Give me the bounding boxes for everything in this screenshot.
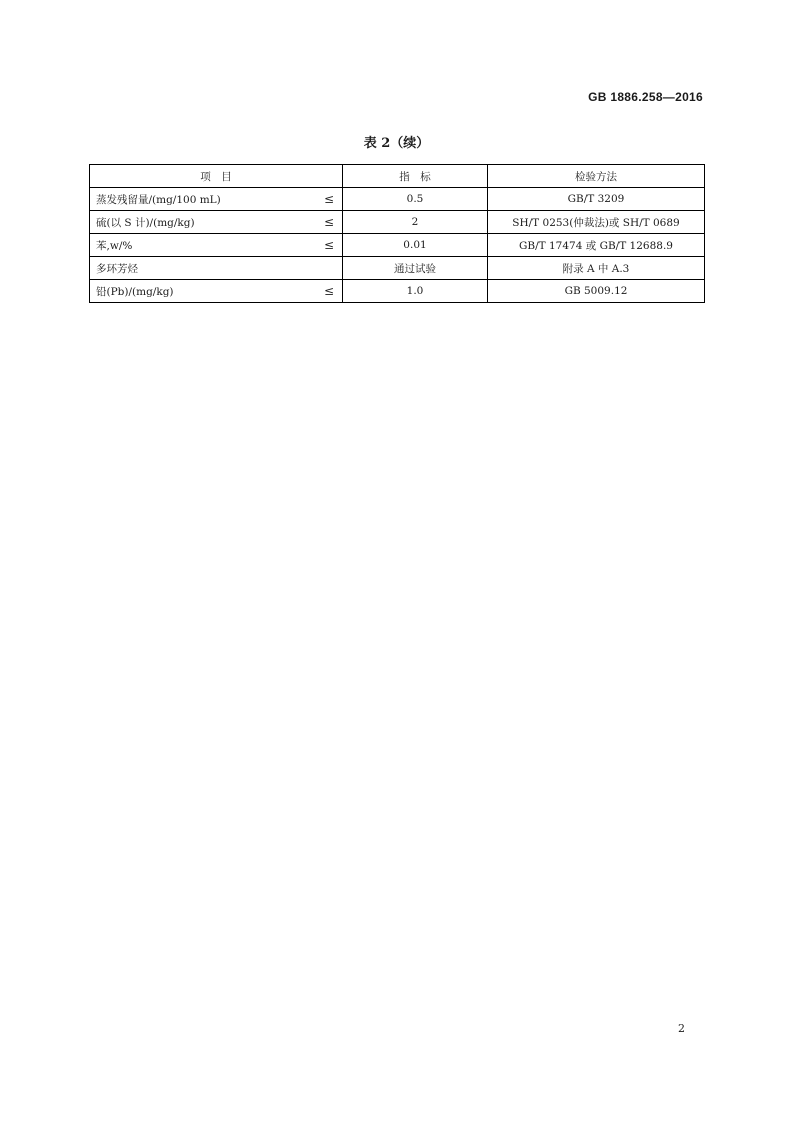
less-equal-sign: ≤ (323, 192, 334, 206)
row-item-label: 多环芳烃 (96, 262, 138, 275)
row-item-label: 硫(以 S 计)/(mg/kg) (96, 216, 195, 229)
column-header-spec: 指 标 (343, 165, 488, 188)
column-header-item: 项 目 (90, 165, 343, 188)
page-number: 2 (678, 1022, 685, 1035)
row-value: 1.0 (343, 280, 488, 303)
table-row (90, 280, 705, 303)
table-row (90, 188, 705, 211)
row-method: GB 5009.12 (488, 280, 705, 303)
row-item-label: 蒸发残留量/(mg/100 mL) (96, 193, 221, 206)
row-value: 通过试验 (343, 257, 488, 280)
row-item-cell (90, 211, 343, 234)
table-row (90, 234, 705, 257)
standard-code: GB 1886.258—2016 (588, 90, 703, 104)
less-equal-sign: ≤ (323, 284, 334, 298)
column-header-method: 检验方法 (488, 165, 705, 188)
row-method: SH/T 0253(仲裁法)或 SH/T 0689 (488, 211, 705, 234)
row-item-cell (90, 188, 343, 211)
row-method: GB/T 3209 (488, 188, 705, 211)
row-value: 0.5 (343, 188, 488, 211)
less-equal-sign: ≤ (323, 215, 334, 229)
row-item-cell (90, 280, 343, 303)
table-title: 表 2（续） (363, 136, 430, 151)
row-item-cell (90, 234, 343, 257)
row-method: 附录 A 中 A.3 (488, 257, 705, 280)
table-header-row (90, 165, 705, 188)
table-row (90, 211, 705, 234)
table-row (90, 257, 705, 280)
row-item-label: 苯,w/% (96, 239, 133, 252)
row-value: 0.01 (343, 234, 488, 257)
less-equal-sign: ≤ (323, 238, 334, 252)
row-item-cell (90, 257, 343, 280)
row-method: GB/T 17474 或 GB/T 12688.9 (488, 234, 705, 257)
row-value: 2 (343, 211, 488, 234)
row-item-label: 铅(Pb)/(mg/kg) (96, 285, 174, 298)
spec-table (89, 164, 705, 303)
